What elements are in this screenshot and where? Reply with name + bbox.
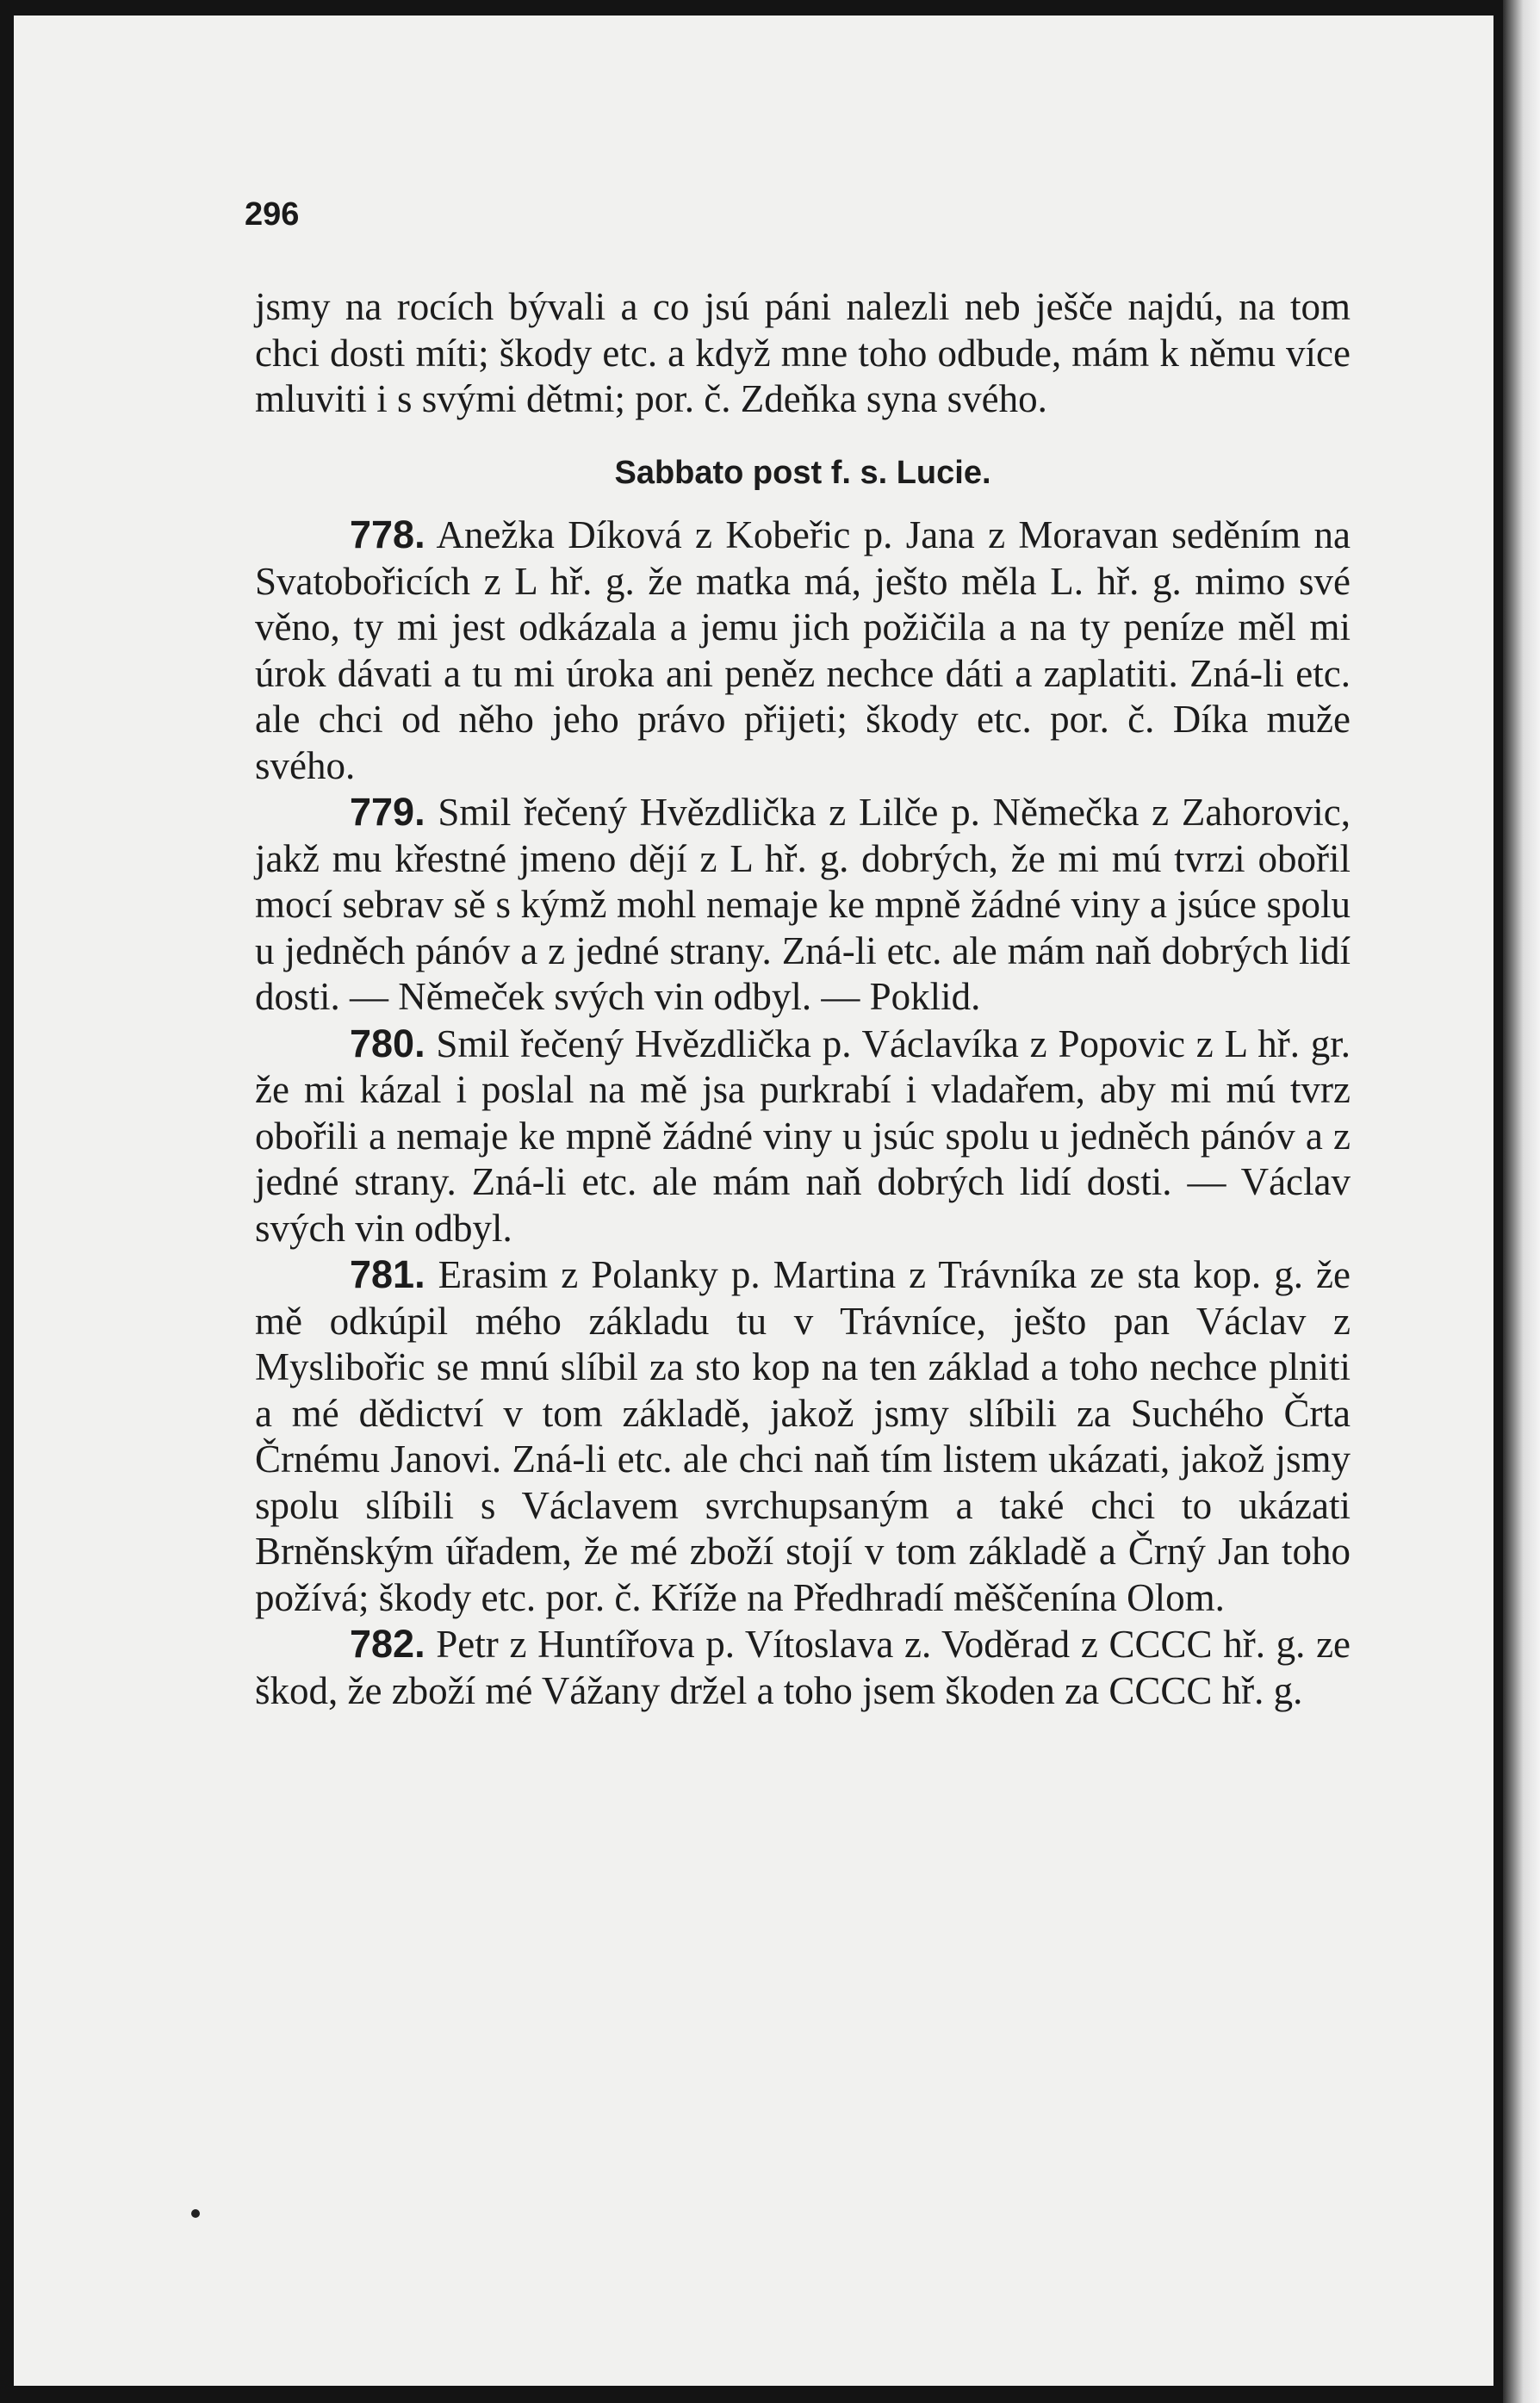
- entry-780: [255, 1021, 1351, 1252]
- entry-779: [255, 789, 1351, 1021]
- entry-778: [255, 512, 1351, 789]
- page-body: [255, 284, 1351, 1714]
- entry-number: 782.: [350, 1622, 425, 1666]
- entry-text: Petr z Huntířova p. Vítoslava z. Voděrad z CCCC hř. g. ze škod, že zboží mé Vážany držel a toho jsem škoden za CCCC hř. g.: [255, 1623, 1351, 1712]
- page-number: 296: [245, 196, 300, 233]
- entry-782: [255, 1621, 1351, 1714]
- entry-text: Smil řečený Hvězdlička p. Václavíka z Popovic z L hř. gr. že mi kázal i poslal na mě jsa purkrabí i vladařem, aby mi mú tvrz obořili a nemaje ke mpně žádné viny u jsúc spolu u jedněch pánóv a z jedné strany. Zná-li etc. ale mám naň dobrých lidí dosti. — Václav svých vin odbyl.: [255, 1021, 1351, 1250]
- entry-number: 780.: [350, 1021, 425, 1065]
- entry-text: Smil řečený Hvězdlička z Lilče p. Němečka z Zahorovic, jakž mu křestné jmeno dějí z L hř. g. dobrých, že mi mú tvrzi obořil mocí sebrav sě s kýmž mohl nemaje ke mpně žádné viny a jsúce spolu u jedněch pánóv a z jedné strany. Zná-li etc. ale mám naň dobrých lidí dosti. — Němeček svých vin odbyl. — Poklid.: [255, 791, 1351, 1018]
- entry-781: [255, 1251, 1351, 1621]
- section-heading: Sabbato post f. s. Lucie.: [614, 454, 991, 491]
- entry-number: 779.: [350, 790, 425, 834]
- opening-paragraph: jsmy na rocích bývali a co jsú páni nalezli neb ješče najdú, na tom chci dosti míti; škody etc. a když mne toho odbude, mám k němu více mluviti i s svými dětmi; por. č. Zdeňka syna svého.: [255, 285, 1351, 420]
- entry-text: Erasim z Polanky p. Martina z Trávníka ze sta kop. g. že mě odkúpil mého základu tu v Trávníce, ješto pan Václav z Myslibořic se mnú slíbil za sto kop na ten základ a toho nechce plniti a mé dědictví v tom základě, jakož jsmy slíbili za Suchého Črta Črnému Janovi. Zná-li etc. ale chci naň tím listem ukázati, jakož jsmy spolu slíbili s Václavem svrchupsaným a také chci to ukázati Brněnským úřadem, že mé zboží stojí v tom základě a Črný Jan toho požívá; škody etc. por. č. Kříže na Předhradí měščenína Olom.: [255, 1253, 1351, 1619]
- entry-text: Anežka Díková z Kobeřic p. Jana z Moravan seděním na Svatobořicích z L hř. g. že matka má, ješto měla L. hř. g. mimo své věno, ty mi jest odkázala a jemu jich požičila a na ty peníze měl mi úrok dávati a tu mi úroka ani peněz nechce dáti a zaplatiti. Zná-li etc. ale chci od něho jeho právo přijeti; škody etc. por. č. Díka muže svého.: [255, 513, 1351, 787]
- ink-speck: [191, 2209, 200, 2218]
- entry-number: 781.: [350, 1252, 425, 1296]
- entry-number: 778.: [350, 512, 425, 556]
- page-edge: [1503, 0, 1540, 2403]
